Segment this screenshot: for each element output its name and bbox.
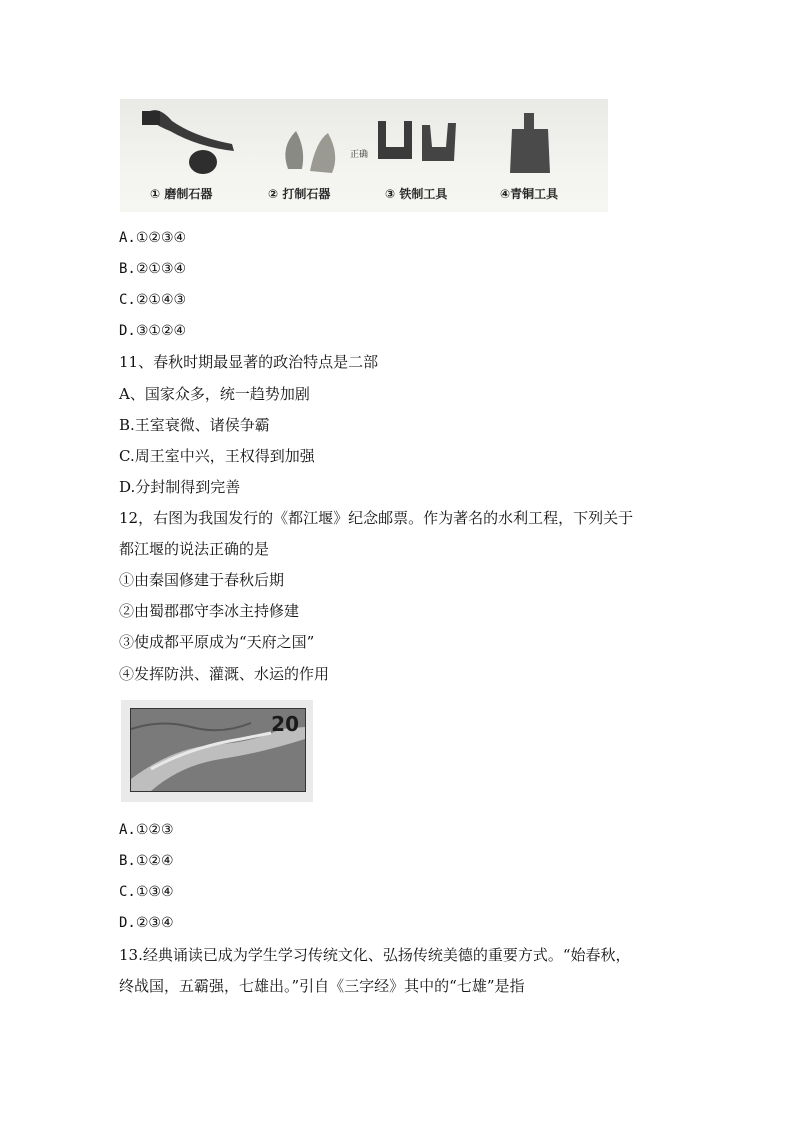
iron-tool-2-shape xyxy=(422,123,456,161)
chipped-stone-2-shape xyxy=(310,133,335,173)
tool-label-chipped-stone: ② 打制石器 xyxy=(268,187,331,201)
q10-option-d[interactable]: D.③①②④ xyxy=(119,323,187,339)
q10-option-a[interactable]: A.①②③④ xyxy=(119,230,187,246)
q11-option-d[interactable]: D.分封制得到完善 xyxy=(119,478,241,496)
q11-option-c[interactable]: C.周王室中兴，王权得到加强 xyxy=(119,447,315,465)
bronze-tool-shape xyxy=(510,113,550,173)
q12-option-d[interactable]: D.②③④ xyxy=(119,915,174,931)
chipped-stone-1-shape xyxy=(285,131,303,169)
axe-head-shape xyxy=(142,111,160,125)
tool-label-iron-tools: ③ 铁制工具 xyxy=(385,187,448,201)
q13-stem-line1: 13.经典诵读已成为学生学习传统文化、弘扬传统美德的重要方式。“始春秋， xyxy=(119,946,631,964)
q10-option-b[interactable]: B.②①③④ xyxy=(119,261,187,277)
tool-label-bronze-tools: ④青铜工具 xyxy=(500,187,559,201)
q11-option-b[interactable]: B.王室衰微、诸侯争霸 xyxy=(119,416,270,434)
stamp-denomination: 20 xyxy=(271,712,299,736)
q12-stem-line1: 12，右图为我国发行的《都江堰》纪念邮票。作为著名的水利工程，下列关于 xyxy=(119,509,634,527)
q13-stem-line2: 终战国，五霸强，七雄出。”引自《三字经》其中的“七雄”是指 xyxy=(119,977,525,995)
q12-option-b[interactable]: B.①②④ xyxy=(119,853,174,869)
tool-label-polished-stone: ① 磨制石器 xyxy=(150,187,213,201)
q11-stem: 11、春秋时期最显著的政治特点是二部 xyxy=(119,353,379,371)
q11-option-a[interactable]: A、国家众多，统一趋势加剧 xyxy=(119,385,310,403)
tools-figure xyxy=(120,99,608,212)
dujiangyan-stamp-image xyxy=(121,700,313,802)
q12-statement-3: ③使成都平原成为“天府之国” xyxy=(119,633,315,651)
stray-text-mark: 正确 xyxy=(350,150,369,160)
q12-statement-4: ④发挥防洪、灌溉、水运的作用 xyxy=(119,665,330,683)
q12-option-a[interactable]: A.①②③ xyxy=(119,822,174,838)
q12-option-c[interactable]: C.①③④ xyxy=(119,884,174,900)
iron-tool-1-shape xyxy=(378,121,412,159)
q10-option-c[interactable]: C.②①④③ xyxy=(119,292,187,308)
q12-statement-1: ①由秦国修建于春秋后期 xyxy=(119,571,285,589)
axe-handle-shape xyxy=(150,110,234,151)
q12-statement-2: ②由蜀郡郡守李冰主持修建 xyxy=(119,602,300,620)
q12-stem-line2: 都江堰的说法正确的是 xyxy=(119,540,270,558)
polished-stone-shape xyxy=(189,150,217,174)
